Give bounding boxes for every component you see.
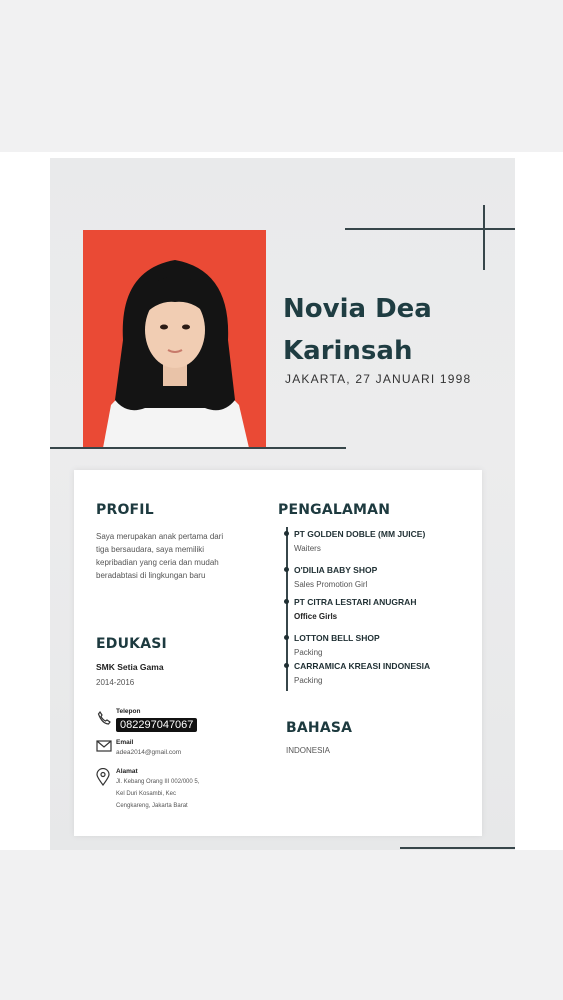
address-line: Cengkareng, Jakarta Barat	[116, 803, 188, 809]
timeline-dot	[284, 567, 289, 572]
phone-icon	[96, 710, 112, 726]
language-heading: BAHASA	[286, 720, 353, 736]
experience-role: Packing	[294, 676, 323, 685]
profile-text-line: Saya merupakan anak pertama dari	[96, 532, 224, 541]
bottom-right-line	[400, 847, 515, 849]
top-right-horizontal-line	[345, 228, 515, 230]
experience-role: Sales Promotion Girl	[294, 580, 368, 589]
name-first-line: Novia Dea	[283, 294, 432, 324]
phone-number[interactable]: 082297047067	[116, 718, 197, 732]
photo-underline	[50, 447, 346, 449]
email-address[interactable]: adea2014@gmail.com	[116, 749, 182, 756]
experience-role: Packing	[294, 648, 323, 657]
timeline-dot	[284, 599, 289, 604]
profile-text-line: tiga bersaudara, saya memiliki	[96, 545, 205, 554]
profile-heading: PROFIL	[96, 502, 154, 518]
address-line: Jl. Kebang Orang III 002/000 5,	[116, 779, 200, 785]
experience-role: Office Girls	[294, 612, 338, 621]
experience-company: LOTTON BELL SHOP	[294, 633, 380, 643]
name-second-line: Karinsah	[283, 336, 413, 366]
profile-photo	[83, 230, 266, 448]
top-right-vertical-line	[483, 205, 485, 270]
content-card	[74, 470, 482, 836]
education-years: 2014-2016	[96, 678, 135, 687]
experience-company: PT GOLDEN DOBLE (MM JUICE)	[294, 529, 426, 539]
profile-text-line: beradabtasi di lingkungan baru	[96, 571, 206, 580]
language-value: INDONESIA	[286, 746, 331, 755]
profile-text-line: kepribadian yang ceria dan mudah	[96, 558, 219, 567]
education-school: SMK Setia Gama	[96, 662, 164, 672]
experience-role: Waiters	[294, 544, 321, 553]
education-heading: EDUKASI	[96, 636, 167, 652]
experience-company: CARRAMICA KREASI INDONESIA	[294, 661, 431, 671]
email-icon	[96, 740, 112, 752]
birth-place-date: JAKARTA, 27 JANUARI 1998	[285, 372, 472, 386]
address-text	[116, 776, 199, 812]
phone-label: Telepon	[116, 708, 141, 715]
page-frame	[0, 152, 563, 850]
address-label: Alamat	[116, 768, 138, 775]
experience-company: O'DILIA BABY SHOP	[294, 565, 378, 575]
experience-company: PT CITRA LESTARI ANUGRAH	[294, 597, 417, 607]
portrait-illustration	[83, 230, 266, 448]
location-pin-icon	[96, 768, 110, 786]
profile-text	[96, 530, 261, 582]
address-line: Kel Duri Kosambi, Kec	[116, 791, 177, 797]
experience-heading: PENGALAMAN	[278, 502, 391, 518]
timeline-dot	[284, 635, 289, 640]
cv-document	[50, 158, 515, 850]
full-name	[283, 288, 503, 372]
timeline-dot	[284, 531, 289, 536]
email-label: Email	[116, 739, 134, 746]
timeline-dot	[284, 663, 289, 668]
